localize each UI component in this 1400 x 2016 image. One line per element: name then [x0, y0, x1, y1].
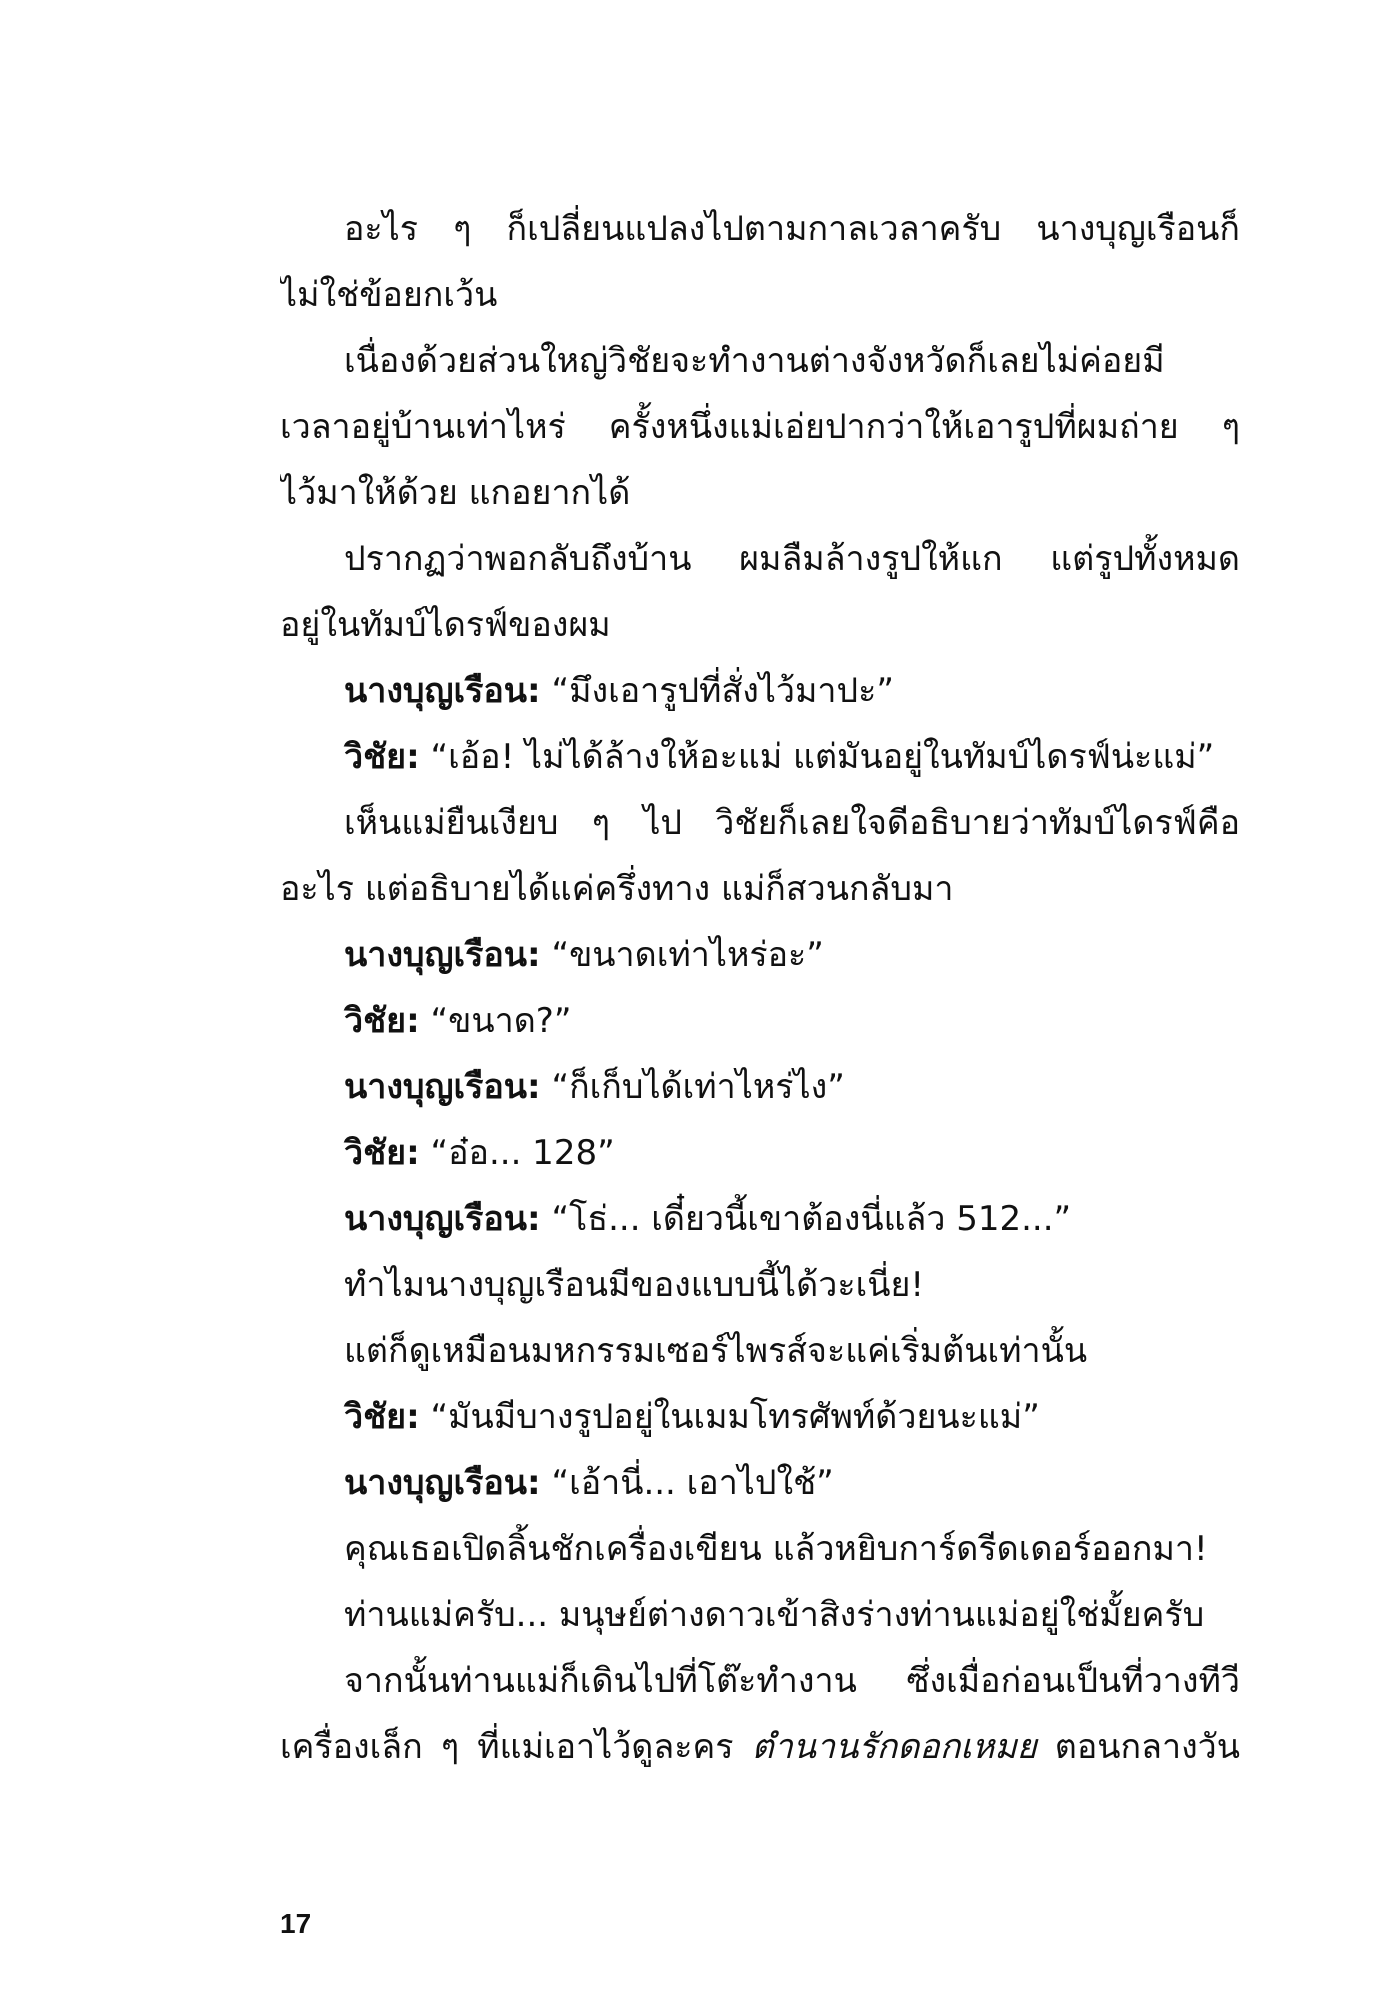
dialogue-line — [280, 988, 1240, 1054]
dialogue-text: “มึงเอารูปที่สั่งไว้มาปะ” — [551, 671, 894, 711]
dialogue-line — [280, 724, 1240, 790]
page-number: 17 — [280, 1908, 312, 1939]
paragraph-line: จากนั้นท่านแม่ก็เดินไปที่โต๊ะทำงาน ซึ่งเมื่อก่อนเป็นที่วางทีวี — [344, 1661, 1240, 1701]
dialogue-line — [280, 658, 1240, 724]
paragraph-line: อะไร ๆ ก็เปลี่ยนแปลงไปตามกาลเวลาครับ นางบุญเรือนก็ — [344, 209, 1240, 249]
paragraph-line: เห็นแม่ยืนเงียบ ๆ ไป วิชัยก็เลยใจดีอธิบายว่าทัมบ์ไดรฟ์คือ — [344, 803, 1240, 843]
dialogue-line — [280, 1120, 1240, 1186]
paragraph-line: ไว้มาให้ด้วย แกอยากได้ — [280, 473, 631, 513]
dialogue-line — [280, 922, 1240, 988]
speaker-name: วิชัย: — [344, 737, 420, 777]
speaker-name: วิชัย: — [344, 1133, 420, 1173]
paragraph-line: อยู่ในทัมบ์ไดรฟ์ของผม — [280, 605, 611, 645]
paragraph-line — [280, 1714, 1240, 1780]
dialogue-text: “เอ้านี่... เอาไปใช้” — [551, 1463, 834, 1503]
speaker-name: วิชัย: — [344, 1397, 420, 1437]
paragraph-line: เวลาอยู่บ้านเท่าไหร่ ครั้งหนึ่งแม่เอ่ยปากว่าให้เอารูปที่ผมถ่าย ๆ — [280, 407, 1240, 447]
dialogue-line — [280, 1450, 1240, 1516]
speaker-name: วิชัย: — [344, 1001, 420, 1041]
dialogue-text: “โธ่... เดี๋ยวนี้เขาต้องนี่แล้ว 512...” — [551, 1199, 1072, 1239]
dialogue-text: “อ๋อ... 128” — [430, 1133, 615, 1173]
speaker-name: นางบุญเรือน: — [344, 671, 541, 711]
dialogue-text: “ขนาดเท่าไหร่อะ” — [551, 935, 824, 975]
paragraph-line: แต่ก็ดูเหมือนมหกรรมเซอร์ไพรส์จะแค่เริ่มต้นเท่านั้น — [344, 1331, 1088, 1371]
dialogue-text: “ก็เก็บได้เท่าไหร่ไง” — [551, 1067, 845, 1107]
line-text: เครื่องเล็ก ๆ ที่แม่เอาไว้ดูละคร — [280, 1727, 752, 1767]
paragraph-line: ปรากฏว่าพอกลับถึงบ้าน ผมลืมล้างรูปให้แก แต่รูปทั้งหมด — [344, 539, 1240, 579]
paragraph-line: ทำไมนางบุญเรือนมีของแบบนี้ได้วะเนี่ย! — [344, 1265, 924, 1305]
dialogue-text: “ขนาด?” — [430, 1001, 572, 1041]
paragraph-line: ไม่ใช่ข้อยกเว้น — [280, 275, 498, 315]
speaker-name: นางบุญเรือน: — [344, 935, 541, 975]
speaker-name: นางบุญเรือน: — [344, 1067, 541, 1107]
paragraph-line: คุณเธอเปิดลิ้นชักเครื่องเขียน แล้วหยิบการ์ดรีดเดอร์ออกมา! — [344, 1529, 1208, 1569]
speaker-name: นางบุญเรือน: — [344, 1463, 541, 1503]
paragraph-line: ท่านแม่ครับ... มนุษย์ต่างดาวเข้าสิงร่างท่านแม่อยู่ใช่มั้ยครับ — [344, 1595, 1205, 1635]
body-text — [280, 196, 1240, 1780]
line-text: ตอนกลางวัน — [1036, 1727, 1240, 1767]
dialogue-line — [280, 1054, 1240, 1120]
paragraph-line: เนื่องด้วยส่วนใหญ่วิชัยจะทำงานต่างจังหวัดก็เลยไม่ค่อยมี — [344, 341, 1165, 381]
speaker-name: นางบุญเรือน: — [344, 1199, 541, 1239]
dialogue-text: “เอ้อ! ไม่ได้ล้างให้อะแม่ แต่มันอยู่ในทัมบ์ไดรฟ์น่ะแม่” — [430, 737, 1215, 777]
dialogue-line — [280, 1186, 1240, 1252]
dialogue-line — [280, 1384, 1240, 1450]
drama-title: ตำนานรักดอกเหมย — [751, 1727, 1037, 1767]
dialogue-text: “มันมีบางรูปอยู่ในเมมโทรศัพท์ด้วยนะแม่” — [430, 1397, 1040, 1437]
paragraph-line: อะไร แต่อธิบายได้แค่ครึ่งทาง แม่ก็สวนกลับมา — [280, 869, 954, 909]
